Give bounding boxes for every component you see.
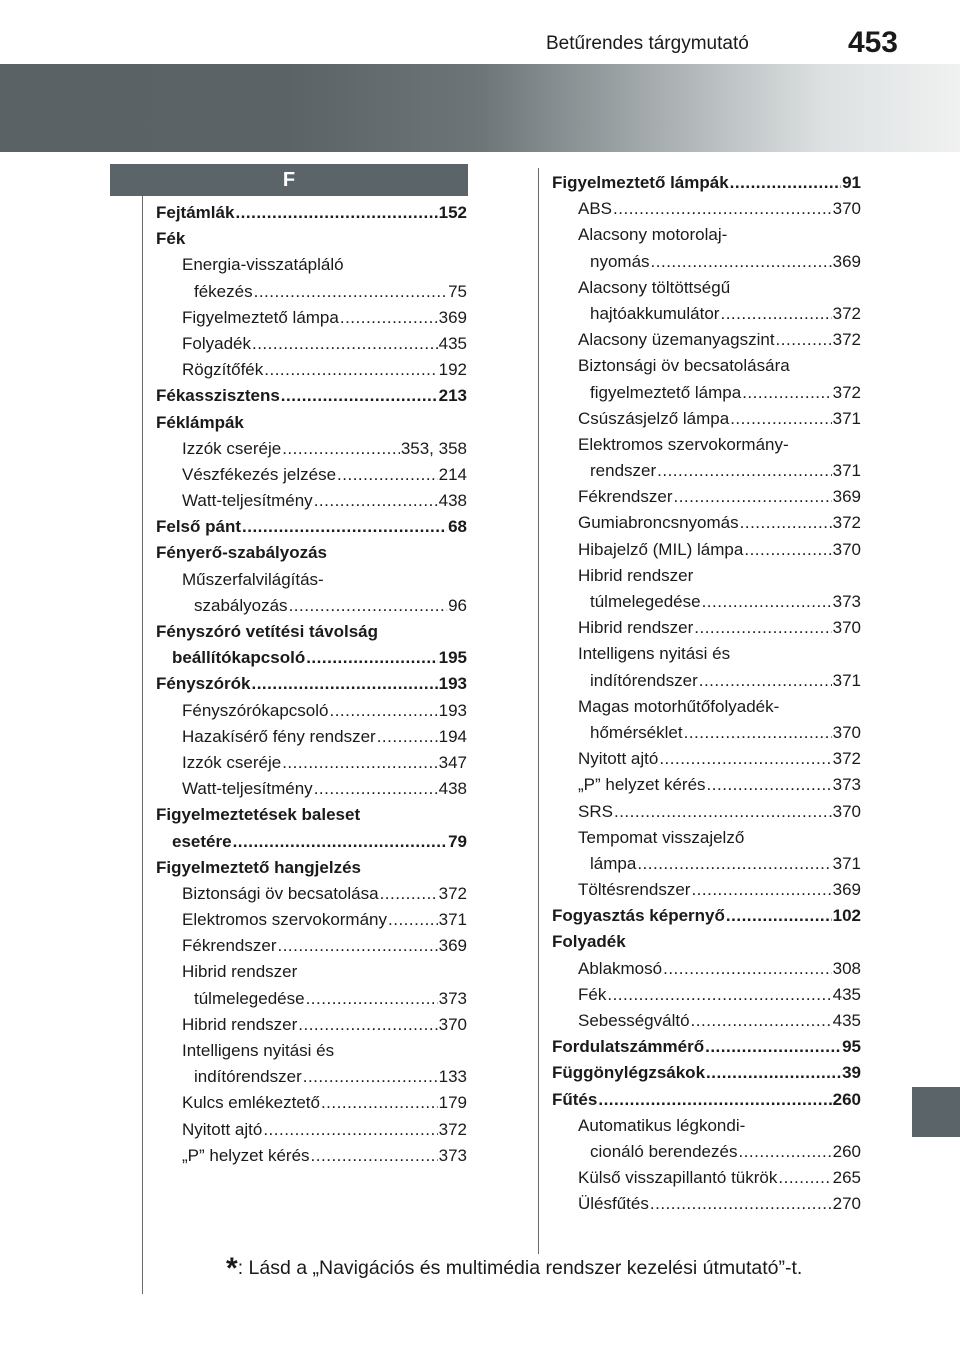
index-entry-label: „P” helyzet kérés (182, 1145, 310, 1165)
dot-leader (388, 907, 438, 933)
index-entry (552, 851, 861, 877)
index-heading: Alacsony töltöttségű (578, 277, 731, 297)
index-entry-label: nyomás (590, 251, 650, 271)
index-entry (156, 488, 467, 514)
index-heading: Magas motorhűtőfolyadék- (578, 696, 780, 716)
index-entry (156, 1064, 467, 1090)
index-heading: Alacsony motorolaj- (578, 225, 728, 245)
index-entry-page: 435 (832, 984, 861, 1004)
index-entry-page: 347 (438, 752, 467, 772)
index-entry (552, 406, 861, 432)
index-entry (552, 327, 861, 353)
index-entry-page: 102 (832, 906, 861, 926)
index-entry-page: 373 (832, 775, 861, 795)
dot-leader (691, 1008, 832, 1034)
dot-leader (730, 170, 841, 196)
dot-leader (380, 881, 438, 907)
index-heading: Hibrid rendszer (578, 565, 694, 585)
index-entry-page: 435 (438, 333, 467, 353)
dot-leader (637, 851, 831, 877)
dot-leader (699, 668, 832, 694)
index-entry-label: Külső visszapillantó tükrök (578, 1168, 778, 1188)
index-entry (552, 772, 861, 798)
index-entry (156, 514, 467, 540)
index-entry (156, 1012, 467, 1038)
index-entry-label: Hibajelző (MIL) lámpa (578, 539, 744, 559)
dot-leader (263, 1117, 437, 1143)
footnote-text: : Lásd a „Navigációs és multimédia rendszer kezelési útmutató”-t. (237, 1257, 803, 1279)
index-entry-page: 79 (448, 831, 467, 851)
index-entry-page: 152 (438, 203, 467, 222)
running-title: Betűrendes tárgymutató (546, 33, 749, 54)
index-entry (156, 357, 467, 383)
index-entry-page: 372 (832, 330, 861, 350)
index-entry (552, 746, 861, 772)
index-heading: Fényszóró vetítési távolság (156, 622, 379, 641)
index-entry (552, 1060, 861, 1086)
dot-leader (251, 671, 437, 697)
index-entry-label: Elektromos szervokormány (182, 910, 388, 930)
dot-leader (337, 462, 438, 488)
index-entry-page: 370 (832, 539, 861, 559)
dot-leader (705, 1034, 841, 1060)
index-entry-page: 260 (832, 1089, 861, 1109)
dot-leader (233, 829, 448, 855)
index-entry-page: 195 (438, 648, 467, 668)
index-entry (156, 829, 467, 855)
index-entry-label: beállítókapcsoló (172, 648, 306, 668)
dot-leader (738, 1139, 831, 1165)
dot-leader (329, 698, 437, 724)
index-entry (156, 279, 467, 305)
index-entry-label: rendszer (590, 461, 657, 481)
index-entry (156, 436, 467, 462)
page-header (0, 0, 960, 64)
index-heading: Automatikus légkondi- (578, 1115, 746, 1135)
index-entry-label: figyelmeztető lámpa (590, 382, 742, 402)
dot-leader (651, 249, 832, 275)
index-heading: Biztonsági öv becsatolására (578, 356, 790, 376)
index-entry-page: 371 (438, 910, 467, 930)
index-entry-page: 369 (832, 251, 861, 271)
decorative-gradient-band (0, 64, 960, 152)
dot-leader (707, 772, 832, 798)
index-entry-page: 96 (448, 595, 467, 615)
index-entry-label: Fogyasztás képernyő (552, 906, 725, 926)
index-entry-page: 270 (832, 1194, 861, 1214)
index-entry-label: Gumiabroncsnyomás (578, 513, 739, 533)
left-column-rule (142, 196, 143, 1294)
index-entry (156, 305, 467, 331)
footnote-marker: * (226, 1252, 238, 1285)
index-entry (156, 933, 467, 959)
dot-leader (614, 799, 832, 825)
index-entry (552, 903, 861, 929)
dot-leader (340, 305, 438, 331)
index-entry-label: Fejtámlák (156, 203, 235, 222)
index-heading: Fék (156, 229, 186, 249)
index-entry-label: Sebességváltó (578, 1011, 690, 1030)
dot-leader (242, 514, 447, 540)
index-heading: Energia-visszatápláló (182, 255, 344, 275)
index-entry-label: lámpa (590, 853, 637, 873)
dot-leader (598, 1087, 831, 1113)
index-entry-page: 372 (832, 382, 861, 402)
dot-leader (726, 903, 832, 929)
dot-leader (314, 776, 438, 802)
index-entry (156, 776, 467, 802)
dot-leader (281, 383, 438, 409)
index-heading: Figyelmeztetések baleset (156, 805, 361, 825)
index-entry-page: 75 (448, 281, 467, 301)
index-entry-page: 214 (438, 464, 467, 484)
index-entry-page: 370 (832, 801, 861, 821)
index-entry-page: 91 (842, 173, 861, 192)
index-entry-label: szabályozás (194, 595, 288, 615)
index-entry-label: Fék (578, 984, 607, 1004)
index-entry-label: Nyitott ajtó (182, 1119, 263, 1139)
index-entry (552, 720, 861, 746)
index-entry (552, 589, 861, 615)
index-entry (552, 196, 861, 222)
dot-leader (282, 750, 437, 776)
index-entry-label: Felső pánt (156, 517, 242, 537)
index-entry (552, 510, 861, 536)
page-number: 453 (847, 26, 898, 59)
index-entry-page: 39 (842, 1063, 861, 1083)
index-entry (156, 1117, 467, 1143)
index-entry-label: Függönylégzsákok (552, 1063, 706, 1083)
index-entry-page: 371 (832, 461, 861, 481)
index-entry-label: indítórendszer (194, 1067, 302, 1087)
dot-leader (282, 436, 400, 462)
index-entry (156, 1143, 467, 1169)
index-entry-page: 353, 358 (400, 438, 467, 458)
column-divider (538, 168, 539, 1254)
index-entry-page: 369 (832, 487, 861, 507)
index-entry-label: Hibrid rendszer (182, 1014, 298, 1034)
index-entry-label: Ülésfűtés (578, 1194, 649, 1214)
dot-leader (684, 720, 832, 746)
index-entry (156, 698, 467, 724)
index-entry-label: Fényszórók (156, 674, 251, 694)
index-entry-label: Watt-teljesítmény (182, 491, 313, 511)
index-entry-page: 372 (438, 883, 467, 903)
index-entry (552, 1191, 861, 1217)
index-entry (156, 593, 467, 619)
dot-leader (744, 537, 831, 563)
index-entry-label: Fűtés (552, 1089, 598, 1109)
index-entry-page: 373 (832, 592, 861, 611)
index-entry (156, 645, 467, 671)
dot-leader (264, 357, 437, 383)
dot-leader (298, 1012, 437, 1038)
index-entry-label: fékezés (194, 281, 253, 301)
dot-leader (694, 615, 831, 641)
index-entry (552, 615, 861, 641)
index-entry-page: 371 (832, 853, 861, 873)
dot-leader (314, 488, 438, 514)
index-entry (552, 301, 861, 327)
index-entry-page: 370 (832, 618, 861, 638)
index-entry-label: Izzók cseréje (182, 752, 282, 772)
index-entry (552, 668, 861, 694)
index-entry-page: 213 (438, 386, 467, 406)
index-entry-label: Rögzítőfék (182, 360, 264, 380)
index-entry (156, 331, 467, 357)
index-heading: Figyelmeztető hangjelzés (156, 857, 361, 877)
dot-leader (702, 589, 832, 615)
index-entry-label: ABS (578, 199, 613, 219)
index-entry (156, 1090, 467, 1116)
index-entry-page: 192 (438, 360, 467, 380)
index-entry (552, 170, 861, 196)
dot-leader (277, 933, 437, 959)
index-entry-label: Fényszórókapcsoló (182, 700, 329, 720)
index-entry-page: 372 (832, 513, 861, 533)
index-entry-label: Vészfékezés jelzése (182, 464, 337, 484)
dot-leader (691, 877, 831, 903)
index-entry-label: SRS (578, 801, 613, 821)
index-heading: Folyadék (552, 932, 626, 952)
index-entry (156, 671, 467, 697)
index-entry (552, 249, 861, 275)
index-entry-page: 372 (832, 749, 861, 769)
footnote (226, 1252, 802, 1286)
index-entry-label: Fordulatszámmérő (552, 1037, 705, 1057)
index-entry-page: 372 (832, 303, 861, 323)
index-entry-page: 369 (438, 936, 467, 956)
dot-leader (311, 1143, 438, 1169)
index-entry-page: 373 (438, 1145, 467, 1165)
dot-leader (740, 510, 832, 536)
index-entry (552, 1008, 861, 1034)
dot-leader (289, 593, 448, 619)
index-entry-label: Watt-teljesítmény (182, 779, 313, 799)
index-entry (156, 462, 467, 488)
dot-leader (321, 1090, 438, 1116)
index-entry (156, 986, 467, 1012)
dot-leader (720, 301, 831, 327)
index-entry-label: Alacsony üzemanyagszint (578, 330, 775, 350)
dot-leader (706, 1060, 841, 1086)
index-entry-page: 438 (438, 779, 467, 799)
index-heading: Hibrid rendszer (182, 962, 298, 982)
index-entry-page: 260 (832, 1141, 861, 1161)
dot-leader (252, 331, 438, 357)
index-entry (552, 1087, 861, 1113)
dot-leader (235, 200, 437, 226)
index-entry-label: Figyelmeztető lámpák (552, 173, 729, 192)
index-entry-label: Ablakmosó (578, 958, 663, 978)
index-entry-label: Biztonsági öv becsatolása (182, 883, 379, 903)
index-entry-label: Töltésrendszer (578, 880, 691, 900)
index-entry-label: hajtóakkumulátor (590, 303, 720, 323)
index-entry-page: 370 (832, 199, 861, 219)
index-entry-label: „P” helyzet kérés (578, 775, 706, 795)
index-entry-page: 372 (438, 1119, 467, 1139)
index-entry (156, 881, 467, 907)
index-entry-label: indítórendszer (590, 670, 698, 690)
index-entry-label: Hazakísérő fény rendszer (182, 726, 376, 746)
dot-leader (663, 956, 832, 982)
index-entry (552, 799, 861, 825)
index-column-right (552, 170, 861, 1218)
index-entry-page: 265 (832, 1168, 861, 1188)
index-entry (552, 877, 861, 903)
index-column-left (156, 200, 467, 1169)
index-entry (552, 1139, 861, 1165)
index-entry (552, 982, 861, 1008)
index-entry (156, 383, 467, 409)
index-entry-page: 179 (438, 1093, 467, 1113)
index-entry-label: Hibrid rendszer (578, 618, 694, 638)
index-heading: Tempomat visszajelző (578, 827, 745, 847)
thumb-index-tab (912, 1087, 960, 1137)
index-entry-label: Fékrendszer (182, 936, 277, 956)
index-entry-page: 369 (438, 307, 467, 327)
index-entry-page: 193 (438, 674, 467, 694)
index-entry-label: hőmérséklet (590, 722, 683, 742)
dot-leader (742, 380, 831, 406)
index-entry-label: túlmelegedése (194, 988, 305, 1008)
dot-leader (778, 1165, 831, 1191)
index-entry-label: Csúszásjelző lámpa (578, 408, 730, 428)
index-entry-label: Kulcs emlékeztető (182, 1093, 320, 1113)
dot-leader (659, 746, 831, 772)
index-entry-page: 438 (438, 491, 467, 511)
index-entry-page: 68 (448, 517, 467, 537)
index-entry-page: 369 (832, 880, 861, 900)
index-heading: Elektromos szervokormány- (578, 434, 789, 454)
index-heading: Fényerő-szabályozás (156, 543, 328, 563)
index-entry-page: 370 (438, 1014, 467, 1034)
dot-leader (377, 724, 438, 750)
index-entry-label: Folyadék (182, 333, 251, 353)
dot-leader (730, 406, 831, 432)
index-entry (552, 484, 861, 510)
index-entry-label: Fékrendszer (578, 487, 673, 507)
index-entry-label: esetére (172, 831, 232, 851)
index-entry-label: túlmelegedése (590, 592, 701, 611)
dot-leader (657, 458, 831, 484)
index-entry-label: Nyitott ajtó (578, 749, 659, 769)
dot-leader (613, 196, 832, 222)
index-entry (156, 200, 467, 226)
index-heading: Intelligens nyitási és (182, 1041, 335, 1060)
index-entry (552, 956, 861, 982)
index-entry-page: 370 (832, 722, 861, 742)
index-entry (552, 1034, 861, 1060)
index-entry-page: 371 (832, 670, 861, 690)
index-entry (552, 537, 861, 563)
index-entry-page: 95 (842, 1037, 861, 1057)
index-heading: Intelligens nyitási és (578, 644, 731, 664)
index-entry (156, 724, 467, 750)
index-entry-page: 435 (832, 1011, 861, 1030)
index-heading: Féklámpák (156, 412, 244, 432)
index-entry-page: 194 (438, 726, 467, 746)
index-entry-page: 193 (438, 700, 467, 720)
index-entry-page: 133 (438, 1067, 467, 1087)
dot-leader (306, 645, 437, 671)
index-entry (156, 750, 467, 776)
index-entry-page: 371 (832, 408, 861, 428)
dot-leader (650, 1191, 832, 1217)
dot-leader (306, 986, 438, 1012)
index-entry-label: Figyelmeztető lámpa (182, 307, 339, 327)
index-entry-page: 373 (438, 988, 467, 1008)
dot-leader (607, 982, 831, 1008)
dot-leader (254, 279, 447, 305)
index-heading: Műszerfalvilágítás- (182, 569, 324, 589)
index-entry-label: cionáló berendezés (590, 1141, 738, 1161)
index-entry-label: Izzók cseréje (182, 438, 282, 458)
index-entry (156, 907, 467, 933)
dot-leader (776, 327, 832, 353)
index-entry (552, 458, 861, 484)
section-letter-header: F (110, 164, 468, 196)
index-entry-page: 308 (832, 958, 861, 978)
index-entry (552, 380, 861, 406)
dot-leader (303, 1064, 438, 1090)
index-entry-label: Fékasszisztens (156, 386, 280, 406)
index-entry (552, 1165, 861, 1191)
dot-leader (673, 484, 831, 510)
